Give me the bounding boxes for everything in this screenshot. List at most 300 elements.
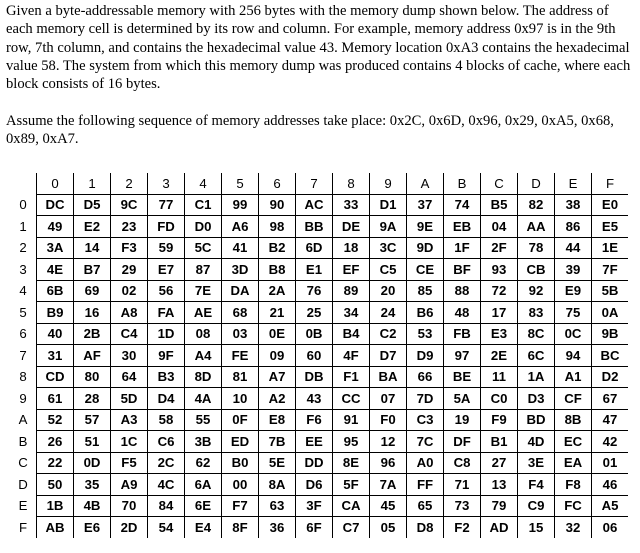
memory-cell: 97 [444,345,481,367]
column-label: 0 [37,173,74,194]
memory-cell: 69 [74,280,111,302]
column-label: A [407,173,444,194]
table-row [10,237,628,259]
memory-cell: 8E [333,452,370,474]
table-row [10,323,628,345]
memory-cell: B8 [259,259,296,281]
memory-cell: F6 [296,409,333,431]
address-sequence: Assume the following sequence of memory addresses take place: 0x2C, 0x6D, 0x96, 0x29, 0xA5, 0x68, 0x89, 0xA7. [6,113,614,148]
memory-cell: EA [555,452,592,474]
column-label: C [481,173,518,194]
row-label: F [10,517,37,538]
memory-cell: A6 [222,216,259,238]
row-label: 6 [10,323,37,345]
memory-cell: 2B [74,323,111,345]
memory-cell: 63 [259,495,296,517]
memory-cell: C2 [370,323,407,345]
memory-cell: 94 [555,345,592,367]
memory-cell: 17 [481,302,518,324]
memory-cell: 7E [185,280,222,302]
memory-cell: EB [444,216,481,238]
memory-cell: A5 [592,495,629,517]
memory-cell: CD [37,366,74,388]
column-label: 3 [148,173,185,194]
column-header-row [10,173,628,194]
memory-cell: 53 [407,323,444,345]
memory-cell: C3 [407,409,444,431]
memory-cell: D2 [592,366,629,388]
memory-cell: 25 [296,302,333,324]
memory-cell: AE [185,302,222,324]
memory-cell: 51 [74,431,111,453]
memory-cell: 27 [481,452,518,474]
memory-cell: 8C [518,323,555,345]
memory-cell: 32 [555,517,592,538]
memory-cell: B6 [407,302,444,324]
memory-cell: C0 [481,388,518,410]
table-row [10,345,628,367]
memory-cell: DB [296,366,333,388]
memory-cell: EF [333,259,370,281]
memory-cell: 4A [185,388,222,410]
memory-cell: A8 [111,302,148,324]
memory-cell: 47 [592,409,629,431]
memory-cell: 2D [111,517,148,538]
memory-cell: A4 [185,345,222,367]
memory-cell: D5 [74,194,111,216]
memory-cell: BB [296,216,333,238]
row-label: 9 [10,388,37,410]
memory-cell: E7 [148,259,185,281]
memory-cell: E9 [555,280,592,302]
table-row [10,366,628,388]
memory-cell: A1 [555,366,592,388]
memory-cell: B4 [333,323,370,345]
memory-cell: E2 [74,216,111,238]
memory-cell: 3C [370,237,407,259]
memory-cell: 40 [37,323,74,345]
memory-cell: AC [296,194,333,216]
memory-cell: A9 [111,474,148,496]
memory-cell: D0 [185,216,222,238]
memory-cell: 80 [74,366,111,388]
memory-cell: 28 [74,388,111,410]
memory-cell: 52 [37,409,74,431]
memory-cell: 55 [185,409,222,431]
memory-cell: 9C [111,194,148,216]
memory-cell: 1D [148,323,185,345]
memory-cell: A3 [111,409,148,431]
memory-cell: 0E [259,323,296,345]
memory-cell: 00 [222,474,259,496]
memory-cell: 66 [407,366,444,388]
memory-cell: 0B [296,323,333,345]
memory-cell: 71 [444,474,481,496]
memory-cell: 23 [111,216,148,238]
column-label: 7 [296,173,333,194]
row-label: 0 [10,194,37,216]
memory-cell: 59 [148,237,185,259]
memory-cell: 86 [555,216,592,238]
memory-cell: 20 [370,280,407,302]
memory-cell: 88 [444,280,481,302]
memory-cell: 04 [481,216,518,238]
memory-cell: E8 [259,409,296,431]
memory-cell: 3F [296,495,333,517]
table-row [10,216,628,238]
memory-cell: F5 [111,452,148,474]
memory-cell: DA [222,280,259,302]
table-row [10,409,628,431]
row-label: 7 [10,345,37,367]
memory-cell: ED [222,431,259,453]
memory-cell: 5F [333,474,370,496]
memory-cell: 1B [37,495,74,517]
column-label: 2 [111,173,148,194]
memory-cell: FA [148,302,185,324]
memory-cell: 4C [148,474,185,496]
column-label: 8 [333,173,370,194]
memory-cell: B1 [481,431,518,453]
memory-cell: D8 [407,517,444,538]
row-label: 4 [10,280,37,302]
memory-cell: 09 [259,345,296,367]
memory-cell: 05 [370,517,407,538]
memory-cell: 15 [518,517,555,538]
table-row [10,388,628,410]
memory-cell: 82 [518,194,555,216]
memory-cell: 48 [444,302,481,324]
memory-cell: BC [592,345,629,367]
memory-cell: 98 [259,216,296,238]
memory-cell: 18 [333,237,370,259]
memory-cell: 60 [296,345,333,367]
table-row [10,495,628,517]
table-row [10,474,628,496]
memory-cell: E4 [185,517,222,538]
memory-cell: 4B [74,495,111,517]
memory-cell: 13 [481,474,518,496]
memory-cell: 35 [74,474,111,496]
memory-cell: 4D [518,431,555,453]
table-row [10,431,628,453]
memory-cell: 33 [333,194,370,216]
memory-cell: 03 [222,323,259,345]
memory-cell: 12 [370,431,407,453]
memory-cell: F3 [111,237,148,259]
memory-cell: D4 [148,388,185,410]
memory-cell: C5 [370,259,407,281]
memory-cell: 89 [333,280,370,302]
memory-cell: 0F [222,409,259,431]
memory-cell: F8 [555,474,592,496]
memory-cell: 1C [111,431,148,453]
memory-cell: 8F [222,517,259,538]
memory-cell: AD [481,517,518,538]
memory-cell: 43 [296,388,333,410]
memory-cell: 8D [185,366,222,388]
memory-cell: 44 [555,237,592,259]
column-label: E [555,173,592,194]
column-label: 6 [259,173,296,194]
memory-cell: EE [296,431,333,453]
memory-cell: 30 [111,345,148,367]
memory-cell: 10 [222,388,259,410]
row-label: A [10,409,37,431]
memory-cell: 39 [555,259,592,281]
memory-cell: E0 [592,194,629,216]
memory-cell: 1A [518,366,555,388]
memory-cell: E1 [296,259,333,281]
row-label: C [10,452,37,474]
memory-cell: 29 [111,259,148,281]
memory-cell: 99 [222,194,259,216]
memory-cell: 57 [74,409,111,431]
memory-cell: 3B [185,431,222,453]
memory-cell: EC [555,431,592,453]
table-row [10,452,628,474]
memory-cell: F7 [222,495,259,517]
row-label: 5 [10,302,37,324]
memory-cell: D3 [518,388,555,410]
memory-cell: F2 [444,517,481,538]
memory-cell: 45 [370,495,407,517]
memory-cell: F4 [518,474,555,496]
memory-cell: 84 [148,495,185,517]
memory-cell: 2F [481,237,518,259]
memory-cell: 79 [481,495,518,517]
memory-cell: 68 [222,302,259,324]
memory-cell: 3E [518,452,555,474]
memory-cell: 50 [37,474,74,496]
memory-cell: 0D [74,452,111,474]
memory-cell: 9D [407,237,444,259]
memory-cell: 72 [481,280,518,302]
table-row [10,517,628,538]
memory-cell: 34 [333,302,370,324]
memory-cell: B3 [148,366,185,388]
memory-cell: 62 [185,452,222,474]
memory-cell: 78 [518,237,555,259]
column-label: 4 [185,173,222,194]
memory-cell: 9A [370,216,407,238]
problem-intro: Given a byte-addressable memory with 256 bytes with the memory dump shown below. The address of each memory cell is determined by its row and column. For example, memory address 0x97 is in the 9th row, 7th column, and contains the hexadecimal value 43. Memory location 0xA3 contains the hexadecimal value 58. The system from which this memory dump was produced contains 4 blocks of cache, where each block consists of 16 bytes. [6,3,631,93]
memory-cell: AB [37,517,74,538]
memory-cell: 11 [481,366,518,388]
memory-cell: 67 [592,388,629,410]
memory-cell: 7C [407,431,444,453]
memory-cell: 06 [592,517,629,538]
memory-cell: 41 [222,237,259,259]
memory-cell: 02 [111,280,148,302]
row-label: 3 [10,259,37,281]
memory-cell: 5C [185,237,222,259]
memory-cell: 4E [37,259,74,281]
memory-cell: 70 [111,495,148,517]
memory-cell: 5A [444,388,481,410]
memory-cell: 6A [185,474,222,496]
memory-cell: 7A [370,474,407,496]
memory-cell: B0 [222,452,259,474]
memory-cell: 21 [259,302,296,324]
memory-cell: 36 [259,517,296,538]
memory-cell: 6E [185,495,222,517]
memory-cell: 64 [111,366,148,388]
memory-cell: A0 [407,452,444,474]
memory-dump-table [10,173,628,538]
row-label: 2 [10,237,37,259]
table-row [10,302,628,324]
memory-cell: 7D [407,388,444,410]
memory-cell: 31 [37,345,74,367]
memory-cell: C4 [111,323,148,345]
memory-cell: FC [555,495,592,517]
memory-cell: 26 [37,431,74,453]
memory-cell: 83 [518,302,555,324]
memory-cell: CA [333,495,370,517]
memory-cell: 01 [592,452,629,474]
column-label: D [518,173,555,194]
memory-cell: CE [407,259,444,281]
memory-cell: 19 [444,409,481,431]
memory-cell: 77 [148,194,185,216]
memory-cell: FF [407,474,444,496]
memory-cell: 65 [407,495,444,517]
memory-cell: A7 [259,366,296,388]
memory-cell: 8A [259,474,296,496]
memory-cell: 76 [296,280,333,302]
memory-cell: 54 [148,517,185,538]
row-label: 1 [10,216,37,238]
memory-cell: 8B [555,409,592,431]
memory-cell: A2 [259,388,296,410]
memory-cell: F0 [370,409,407,431]
memory-cell: 3A [37,237,74,259]
memory-cell: 0A [592,302,629,324]
memory-cell: 49 [37,216,74,238]
memory-cell: BE [444,366,481,388]
memory-cell: BA [370,366,407,388]
memory-cell: DF [444,431,481,453]
memory-cell: B7 [74,259,111,281]
memory-cell: 6F [296,517,333,538]
memory-cell: 5B [592,280,629,302]
memory-cell: AF [74,345,111,367]
memory-cell: C7 [333,517,370,538]
memory-cell: 61 [37,388,74,410]
memory-cell: 2A [259,280,296,302]
memory-cell: 38 [555,194,592,216]
memory-cell: E6 [74,517,111,538]
column-label: 1 [74,173,111,194]
memory-cell: DC [37,194,74,216]
memory-cell: 56 [148,280,185,302]
memory-cell: 6C [518,345,555,367]
row-label: E [10,495,37,517]
memory-cell: 9B [592,323,629,345]
memory-cell: CC [333,388,370,410]
memory-cell: B5 [481,194,518,216]
memory-cell: 95 [333,431,370,453]
memory-cell: 73 [444,495,481,517]
memory-cell: 14 [74,237,111,259]
memory-cell: FE [222,345,259,367]
row-label: D [10,474,37,496]
memory-cell: C9 [518,495,555,517]
memory-cell: 7F [592,259,629,281]
memory-cell: 6B [37,280,74,302]
memory-cell: 46 [592,474,629,496]
memory-cell: E3 [481,323,518,345]
memory-cell: 42 [592,431,629,453]
memory-cell: CB [518,259,555,281]
memory-cell: AA [518,216,555,238]
memory-cell: 6D [296,237,333,259]
memory-cell: BF [444,259,481,281]
column-label: 5 [222,173,259,194]
table-corner [10,173,37,194]
memory-cell: D6 [296,474,333,496]
memory-cell: BD [518,409,555,431]
memory-cell: 93 [481,259,518,281]
memory-cell: FD [148,216,185,238]
memory-cell: 2C [148,452,185,474]
memory-cell: 58 [148,409,185,431]
memory-cell: DE [333,216,370,238]
memory-cell: 08 [185,323,222,345]
memory-cell: B9 [37,302,74,324]
memory-cell: C6 [148,431,185,453]
table-row [10,280,628,302]
memory-cell: D1 [370,194,407,216]
memory-cell: 1F [444,237,481,259]
memory-cell: 90 [259,194,296,216]
memory-rows [10,194,628,538]
memory-cell: 5E [259,452,296,474]
memory-cell: F1 [333,366,370,388]
memory-cell: E5 [592,216,629,238]
column-label: B [444,173,481,194]
memory-cell: 87 [185,259,222,281]
table-row [10,194,628,216]
memory-cell: 96 [370,452,407,474]
memory-cell: 07 [370,388,407,410]
memory-cell: 22 [37,452,74,474]
row-label: B [10,431,37,453]
memory-cell: 81 [222,366,259,388]
memory-cell: 1E [592,237,629,259]
memory-cell: 7B [259,431,296,453]
memory-cell: 75 [555,302,592,324]
row-label: 8 [10,366,37,388]
memory-cell: 3D [222,259,259,281]
memory-cell: 91 [333,409,370,431]
memory-cell: D9 [407,345,444,367]
memory-cell: C8 [444,452,481,474]
column-label: F [592,173,629,194]
memory-cell: 37 [407,194,444,216]
memory-cell: 85 [407,280,444,302]
memory-cell: 4F [333,345,370,367]
memory-cell: 0C [555,323,592,345]
memory-cell: 16 [74,302,111,324]
memory-cell: 9E [407,216,444,238]
memory-cell: 5D [111,388,148,410]
memory-cell: 74 [444,194,481,216]
table-row [10,259,628,281]
memory-cell: FB [444,323,481,345]
memory-cell: DD [296,452,333,474]
